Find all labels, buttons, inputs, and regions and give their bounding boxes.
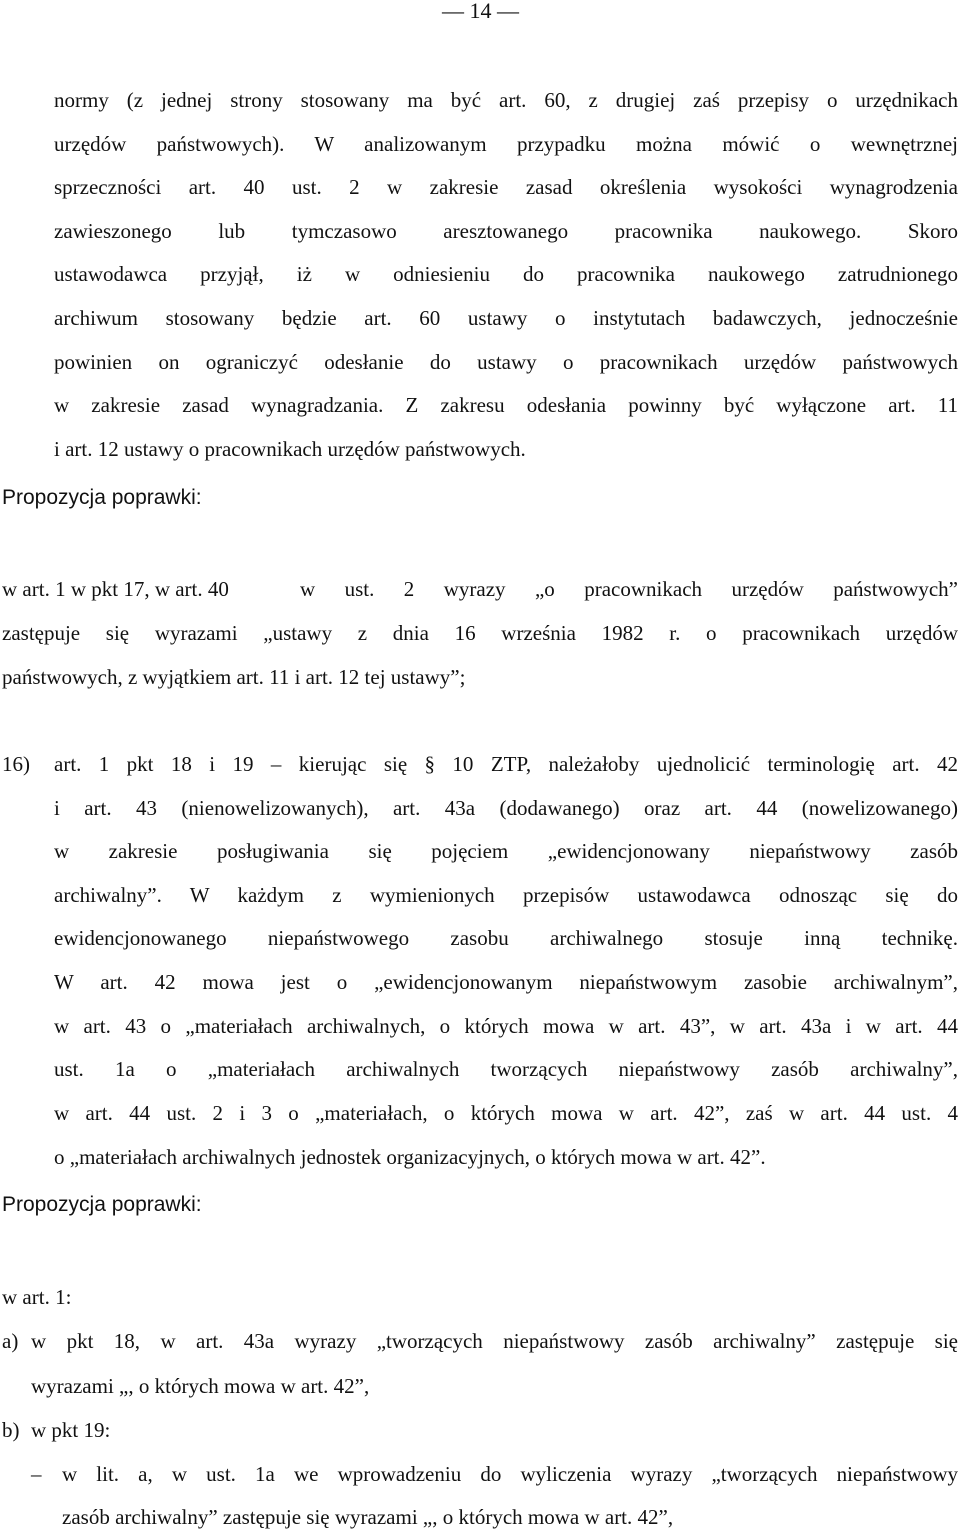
paragraph-line: i art. 43 (nienowelizowanych), art. 43a (dodawanego) oraz art. 44 (nowelizowanego) [54, 796, 958, 820]
dash-marker: – [31, 1462, 42, 1486]
paragraph-line: w lit. a, w ust. 1a we wprowadzeniu do wyliczenia wyrazy „tworzących niepaństwowy [62, 1462, 958, 1486]
paragraph-line: w art. 1: [2, 1285, 72, 1309]
list-marker: a) [2, 1329, 19, 1353]
paragraph-line: art. 1 pkt 18 i 19 – kierując się § 10 ZTP, należałoby ujednolicić terminologię art. 42 [54, 752, 958, 776]
paragraph-line: urzędów państwowych). W analizowanym przypadku można mówić o wewnętrznej [54, 132, 958, 156]
paragraph-line: w pkt 18, w art. 43a wyrazy „tworzących niepaństwowy zasób archiwalny” zastępuje się [31, 1329, 958, 1353]
paragraph-line: w ust. 2 wyrazy „o pracownikach urzędów państwowych” [300, 577, 958, 601]
paragraph-line: o „materiałach archiwalnych jednostek organizacyjnych, o których mowa w art. 42”. [54, 1145, 766, 1169]
paragraph-line: powinien on ograniczyć odesłanie do ustawy o pracownikach urzędów państwowych [54, 350, 958, 374]
page-number: — 14 — [442, 0, 519, 23]
paragraph-line: W art. 42 mowa jest o „ewidencjonowanym niepaństwowym zasobie archiwalnym”, [54, 970, 958, 994]
section-heading: Propozycja poprawki: [2, 1193, 202, 1216]
section-heading: Propozycja poprawki: [2, 486, 202, 509]
paragraph-line: zasób archiwalny” zastępuje się wyrazami „, o których mowa w art. 42”, [62, 1505, 674, 1529]
paragraph-line: wyrazami „, o których mowa w art. 42”, [31, 1374, 370, 1398]
paragraph-line: normy (z jednej strony stosowany ma być art. 60, z drugiej zaś przepisy o urzędnikach [54, 88, 958, 112]
paragraph-line: w pkt 19: [31, 1418, 111, 1442]
paragraph-line: zawieszonego lub tymczasowo aresztowanego pracownika naukowego. Skoro [54, 219, 958, 243]
list-marker: b) [2, 1418, 20, 1442]
paragraph-line: państwowych, z wyjątkiem art. 11 i art. 12 tej ustawy”; [2, 665, 466, 689]
paragraph-line: i art. 12 ustawy o pracownikach urzędów państwowych. [54, 437, 526, 461]
paragraph-line: archiwum stosowany będzie art. 60 ustawy o instytutach badawczych, jednocześnie [54, 306, 958, 330]
paragraph-line: w art. 44 ust. 2 i 3 o „materiałach, o których mowa w art. 42”, zaś w art. 44 ust. 4 [54, 1101, 958, 1125]
paragraph-line: sprzeczności art. 40 ust. 2 w zakresie zasad określenia wysokości wynagrodzenia [54, 175, 958, 199]
paragraph-line: w zakresie zasad wynagradzania. Z zakresu odesłania powinny być wyłączone art. 11 [54, 393, 958, 417]
paragraph-line: w zakresie posługiwania się pojęciem „ewidencjonowany niepaństwowy zasób [54, 839, 958, 863]
paragraph-line: w art. 43 o „materiałach archiwalnych, o których mowa w art. 43”, w art. 43a i w art. 44 [54, 1014, 958, 1038]
paragraph-line: w art. 1 w pkt 17, w art. 40 [2, 577, 229, 601]
item-number: 16) [2, 752, 30, 776]
paragraph-line: ust. 1a o „materiałach archiwalnych tworzących niepaństwowy zasób archiwalny”, [54, 1057, 958, 1081]
paragraph-line: ustawodawca przyjął, iż w odniesieniu do pracownika naukowego zatrudnionego [54, 262, 958, 286]
paragraph-line: archiwalny”. W każdym z wymienionych przepisów ustawodawca odnosząc się do [54, 883, 958, 907]
paragraph-line: zastępuje się wyrazami „ustawy z dnia 16 września 1982 r. o pracownikach urzędów [2, 621, 958, 645]
paragraph-line: ewidencjonowanego niepaństwowego zasobu archiwalnego stosuje inną technikę. [54, 926, 958, 950]
